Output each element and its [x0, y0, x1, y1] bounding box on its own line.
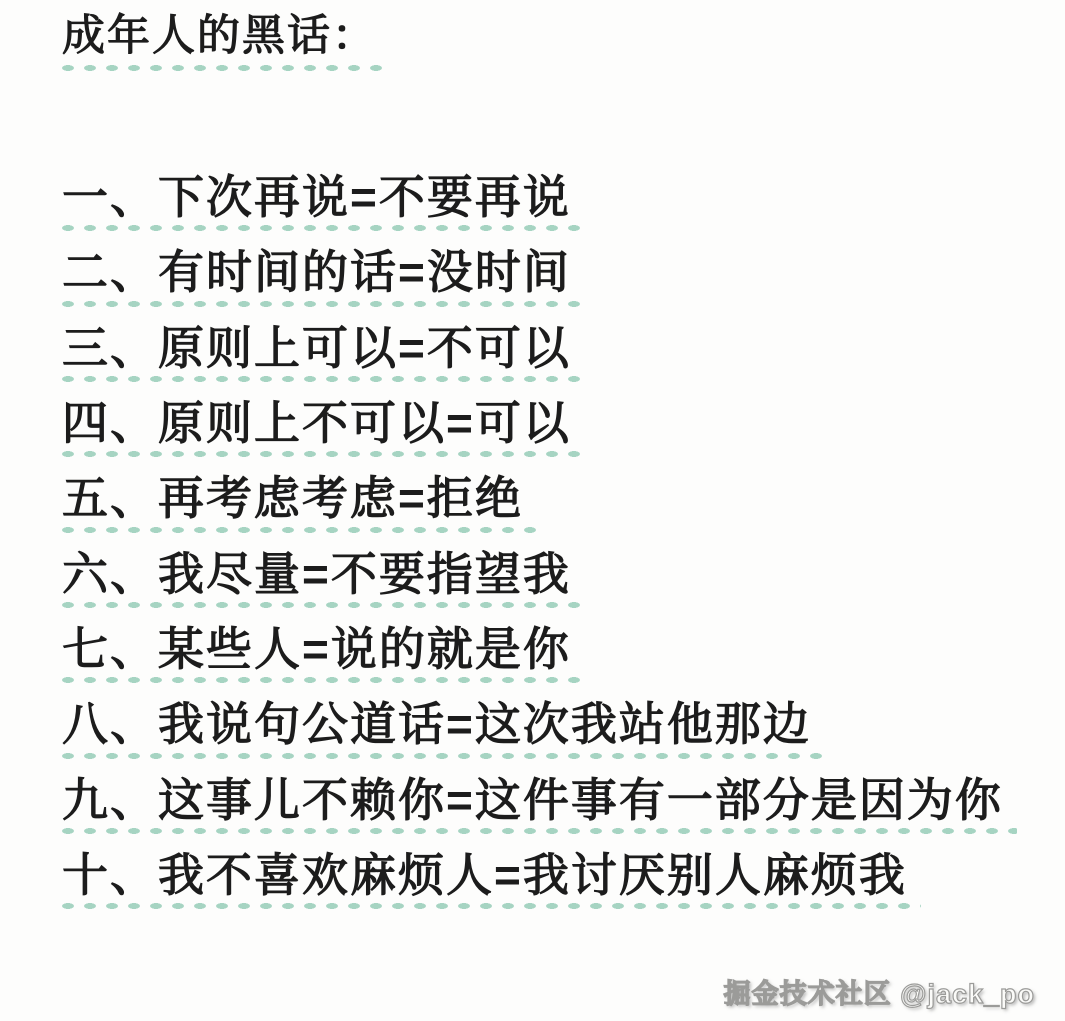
list-item [62, 849, 1065, 909]
list-item [62, 698, 1065, 758]
list-item [62, 246, 1065, 306]
list-item-text: 三、原则上可以=不可以 [62, 322, 585, 382]
watermark: 掘金技术社区 @jack_po [723, 979, 1035, 1009]
list-item [62, 472, 1065, 532]
list-item-text: 四、原则上不可以=可以 [62, 397, 585, 457]
list-item-text: 一、下次再说=不要再说 [62, 171, 585, 231]
list-item-text: 八、我说句公道话=这次我站他那边 [62, 698, 825, 758]
list-item [62, 322, 1065, 382]
list-item-text: 七、某些人=说的就是你 [62, 623, 585, 683]
list-item-text: 五、再考虑考虑=拒绝 [62, 472, 537, 532]
list-item [62, 774, 1065, 834]
list-item [62, 171, 1065, 231]
page-title-text: 成年人的黑话： [62, 12, 391, 71]
list-item-text: 九、这事儿不赖你=这件事有一部分是因为你 [62, 774, 1017, 834]
list-item [62, 397, 1065, 457]
page-title [62, 12, 1065, 71]
list-item-text: 十、我不喜欢麻烦人=我讨厌别人麻烦我 [62, 849, 921, 909]
list-item-text: 二、有时间的话=没时间 [62, 246, 585, 306]
list-item [62, 548, 1065, 608]
list-item [62, 623, 1065, 683]
slang-list [62, 171, 1065, 910]
list-item-text: 六、我尽量=不要指望我 [62, 548, 585, 608]
